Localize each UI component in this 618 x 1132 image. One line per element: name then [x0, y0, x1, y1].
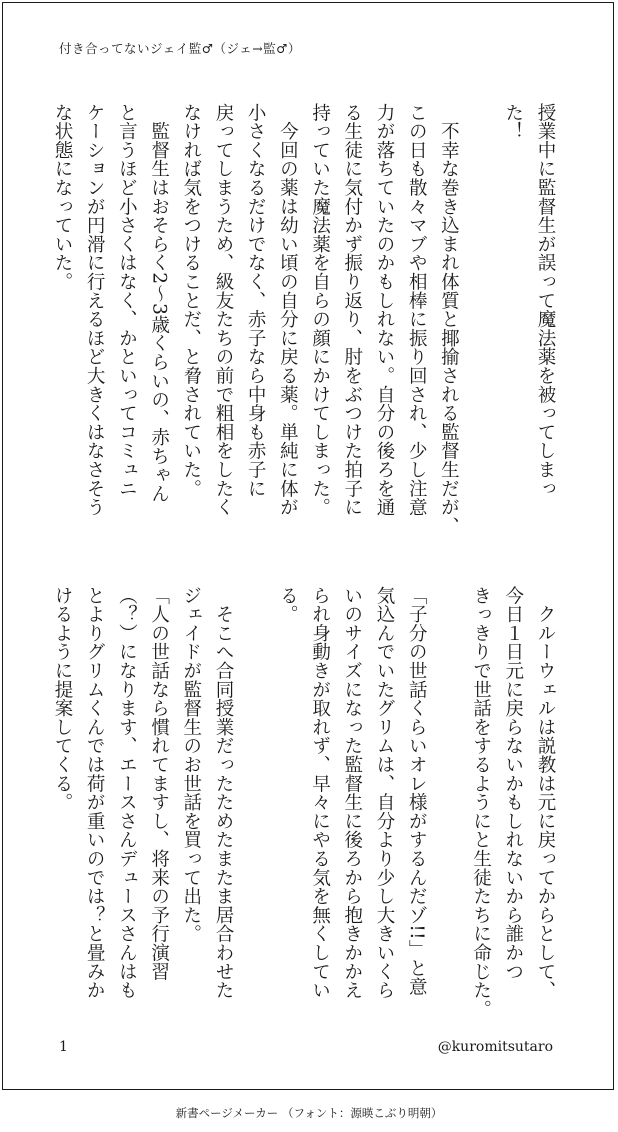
text-line: （？）になります、エースさんデュースさんはも	[116, 586, 138, 1000]
text-line: ケーションが円滑に行えるほど大きくはなさそう	[84, 103, 106, 517]
text-line: 「子分の世話くらいオレ様がするんだゾ!!」と意	[406, 586, 428, 997]
text-line: なければ気をつけることだ、と脅されていた。	[180, 103, 202, 498]
text-line: 力が落ちていたのかもしれない。自分の後ろを通	[373, 103, 395, 517]
text-line: 監督生はおそらく2～3歳くらいの、赤ちゃん	[148, 103, 170, 504]
text-line: と言うほど小さくはなく、かといってコミュニ	[116, 103, 138, 498]
text-line: きっきりで世話をするようにと生徒たちに命じた。	[470, 586, 492, 1019]
text-line: そこへ合同授業だったためたまたま居合わせた	[212, 586, 234, 1000]
text-line: 今日１日元に戻らないかもしれないから誰かつ	[502, 586, 524, 981]
text-line: けるように提案してくる。	[51, 586, 73, 812]
text-line: る。	[277, 586, 299, 624]
text-line: 授業中に監督生が誤って魔法薬を被ってしまっ	[535, 103, 556, 498]
author-handle: @kuromitsutaro	[437, 1039, 553, 1055]
text-line: な状態になっていた。	[51, 103, 73, 291]
text-line	[239, 586, 271, 1026]
text-line: る生徒に気付かず振り返り、肘をぶつけた拍子に	[341, 103, 363, 517]
text-line: 不幸な巻き込まれ体質と揶揄される監督生だが、	[438, 103, 460, 536]
text-line: 今回の薬は幼い頃の自分に戻る薬。単純に体が	[277, 103, 299, 517]
text-line: 気込んでいたグリムは、自分より少し大きいくら	[373, 586, 395, 1000]
text-line	[432, 586, 464, 1026]
page-number: 1	[59, 1039, 68, 1055]
generator-credit: 新書ページメーカー （フォント：源暎こぶり明朝）	[175, 1106, 443, 1120]
text-line: 小さくなるだけでなく、赤子なら中身も赤子に	[245, 103, 267, 498]
text-line: クルーウェルは説教は元に戻ってからとして、	[535, 586, 556, 1000]
upper-text-block	[46, 103, 561, 558]
text-line: た！	[502, 103, 524, 141]
text-line: 「人の世話なら慣れてますし、将来の予行演習	[148, 586, 170, 981]
lower-text-block	[46, 586, 561, 1026]
text-line: 戻ってしまうため、級友たちの前で粗相をしたく	[212, 103, 234, 517]
text-line: られ身動きが取れず、早々にやる気を無くしてい	[309, 586, 331, 1000]
text-line: とよりグリムくんでは荷が重いのでは？と畳みか	[84, 586, 106, 1000]
text-line	[464, 103, 496, 558]
page-header-title: 付き合ってないジェイ監♂（ジェ→監♂）	[59, 41, 301, 56]
text-line: この日も散々マブや相棒に振り回され、少し注意	[406, 103, 428, 517]
text-line: ジェイドが監督生のお世話を買って出た。	[180, 586, 202, 944]
text-line: 持っていた魔法薬を自らの顔にかけてしまった。	[309, 103, 331, 517]
text-line: いのサイズになった監督生に後ろから抱きかかえ	[341, 586, 363, 1000]
book-page	[2, 2, 614, 1090]
